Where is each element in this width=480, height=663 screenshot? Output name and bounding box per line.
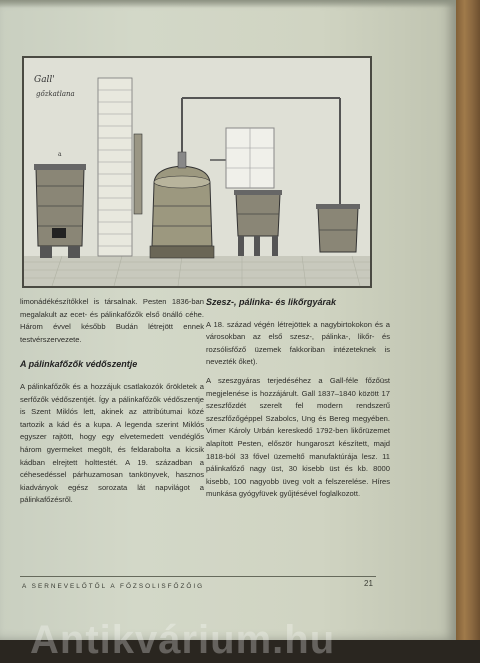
engraving-caption-line1: Gall' (34, 75, 55, 85)
page-number: 21 (364, 579, 373, 588)
right-paragraph-1: A 18. század végén létrejöttek a nagybirtokokon és a városokban az első szesz-, pálinka-, likőr- és rozsólisfőző üzemek fakkoriban intézeteknek is nevezték őket). (206, 319, 390, 367)
engraving-illustration (22, 56, 372, 288)
right-column (206, 296, 390, 501)
engraving-caption-line2: gőzkatlana (36, 90, 75, 98)
left-section-heading: A pálinkafőzők védőszentje (20, 359, 138, 370)
running-title: A SERNEVELŐTŐL A FŐZSOLISFŐZŐIG (22, 583, 205, 590)
right-section-heading: Szesz-, pálinka- és likőrgyárak (206, 297, 337, 307)
wood-background (454, 0, 480, 640)
left-paragraph-2: A pálinkafőzők és a hozzájuk csatlakozók őrökletek a serfőzők védőszentjét. Így a pálinkafőzők védőszentje is Szent Miklós lett, akinek az attribútumai közé tartozik a kád és a kupa. A legenda szerint Miklós egyszer rajtött, hogy egy elvetemedett vendéglős három gyermeket megölt, és feldarabolta a kicsik kádban elrejtett holttestét. A 19. században a céhesedéssel párhuzamosan tankönyvek, hasznos kiadványok egész sorozata lát napvilágot a pálinkafőzésről. (20, 381, 204, 505)
engraving-letter-a: a (58, 151, 62, 158)
distillery-engraving (22, 56, 372, 288)
left-column (20, 296, 204, 507)
left-paragraph-1: limonádékészítőkkel is társalnak. Pesten 1836-ban megalakult az ecet- és pálinkafőzők első önálló céhe. Három évvel később Budán létrejött ennek testvérszervezete. (20, 297, 204, 344)
watermark: Antikvárium.hu (30, 618, 336, 662)
footer-rule (20, 576, 376, 577)
right-paragraph-2: A szeszgyáras terjedéséhez a Gall-féle főzőüst megjelenése is hozzájárult. Gall 1837–1840 között 17 szeszfőzdét szerelt fel modern rendszerű szeszfőzőgéppel Szabolcs, Ung és Bereg megyében. Vimer Károly Urbán kereskedő 1792-ben likőrüzemet alapított Pesten, először hungaroszt készített, majd 1818-ból 33 fővel üzemeltő manufaktúrája lesz. 11 pálinkafőző nagy üst, 30 kisebb üst és kb. 8000 kisebb, 100 nagyobb üveg volt a felszerelése. Híres munkása gyógyfüvek gyűjtésével foglalkozott. (206, 375, 390, 499)
page-top-shadow (0, 0, 456, 8)
